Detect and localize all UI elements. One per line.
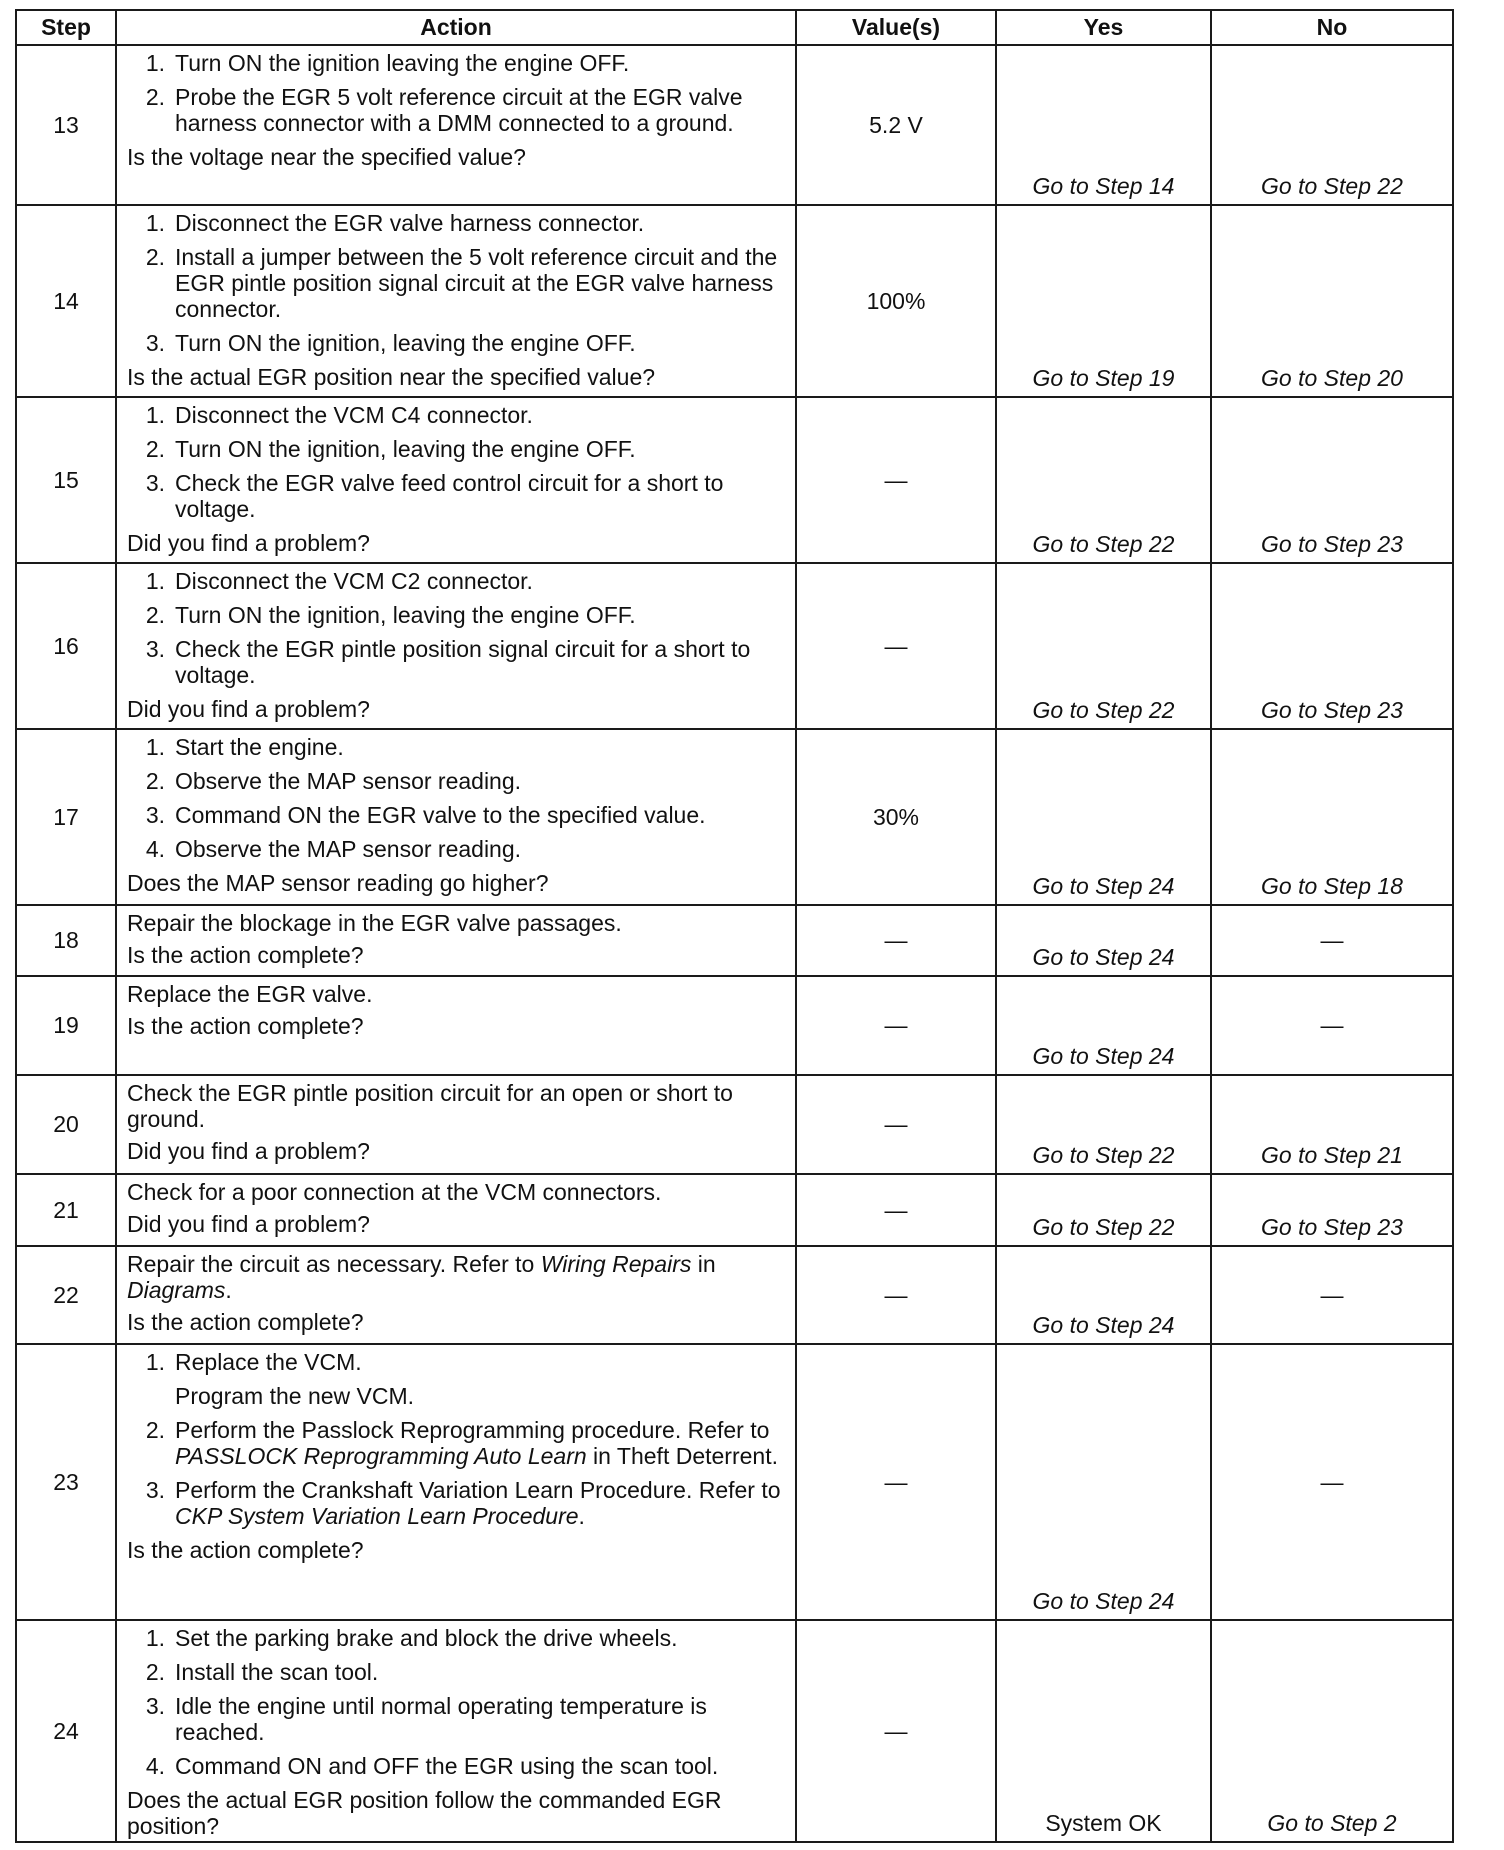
question: Does the actual EGR position follow the commanded EGR position? <box>127 1787 722 1839</box>
step-number: 22 <box>16 1246 116 1344</box>
no-cell: Go to Step 23 <box>1211 397 1453 563</box>
action-cell <box>116 1075 796 1174</box>
step-number: 24 <box>16 1620 116 1842</box>
step-number: 14 <box>16 205 116 397</box>
reference-link: Wiring Repairs <box>540 1251 692 1277</box>
list-item: 1. Disconnect the VCM C4 connector. <box>145 402 533 428</box>
list-item: 3. Idle the engine until normal operating temperature is reached. <box>145 1693 707 1745</box>
action-cell <box>116 976 796 1075</box>
step-number: 18 <box>16 905 116 976</box>
diagnostic-table <box>15 9 1454 1843</box>
no-cell: — <box>1211 1344 1453 1620</box>
no-cell: — <box>1211 905 1453 976</box>
yes-cell: Go to Step 24 <box>996 1246 1211 1344</box>
yes-cell: Go to Step 24 <box>996 1344 1211 1620</box>
yes-cell: Go to Step 19 <box>996 205 1211 397</box>
header-yes: Yes <box>996 10 1211 45</box>
value-cell: — <box>796 1620 996 1842</box>
action-cell <box>116 205 796 397</box>
table-row <box>16 905 1453 976</box>
list-item: 3. Perform the Crankshaft Variation Learn Procedure. Refer to CKP System Variation Learn Procedure. <box>145 1477 781 1529</box>
action-cell <box>116 563 796 729</box>
step-number: 19 <box>16 976 116 1075</box>
step-number: 13 <box>16 45 116 205</box>
question: Did you find a problem? <box>127 1211 370 1237</box>
table-row <box>16 1344 1453 1620</box>
action-cell <box>116 1344 796 1620</box>
header-action: Action <box>116 10 796 45</box>
list-item: 2. Install the scan tool. <box>145 1659 379 1685</box>
list-item: 2. Probe the EGR 5 volt reference circuit at the EGR valve harness connector with a DMM connected to a ground. <box>145 84 743 136</box>
table-row <box>16 1620 1453 1842</box>
value-cell: — <box>796 1075 996 1174</box>
reference-link: Diagrams <box>127 1277 226 1303</box>
value-cell: 30% <box>796 729 996 905</box>
yes-cell: Go to Step 22 <box>996 1174 1211 1246</box>
no-cell: Go to Step 23 <box>1211 1174 1453 1246</box>
value-cell: 5.2 V <box>796 45 996 205</box>
question: Did you find a problem? <box>127 530 370 556</box>
value-cell: — <box>796 1344 996 1620</box>
list-item: 3. Check the EGR pintle position signal circuit for a short to voltage. <box>145 636 751 688</box>
header-no: No <box>1211 10 1453 45</box>
list-item: 2. Perform the Passlock Reprogramming procedure. Refer to PASSLOCK Reprogramming Auto Learn in Theft Deterrent. <box>145 1417 778 1469</box>
list-item: 3. Command ON the EGR valve to the specified value. <box>145 802 706 828</box>
action-cell <box>116 905 796 976</box>
yes-cell: Go to Step 22 <box>996 563 1211 729</box>
action-cell <box>116 45 796 205</box>
table-row <box>16 397 1453 563</box>
action-cell <box>116 397 796 563</box>
no-cell: — <box>1211 976 1453 1075</box>
list-item: 2. Turn ON the ignition, leaving the engine OFF. <box>145 602 636 628</box>
yes-cell: Go to Step 22 <box>996 1075 1211 1174</box>
no-cell: Go to Step 2 <box>1211 1620 1453 1842</box>
list-item: 1. Replace the VCM. <box>145 1349 362 1375</box>
no-cell: Go to Step 18 <box>1211 729 1453 905</box>
action-cell <box>116 1174 796 1246</box>
question: Does the MAP sensor reading go higher? <box>127 870 549 896</box>
list-item: 2. Turn ON the ignition, leaving the engine OFF. <box>145 436 636 462</box>
table-row <box>16 45 1453 205</box>
question: Is the actual EGR position near the specified value? <box>127 364 656 390</box>
question: Is the action complete? <box>127 1537 364 1563</box>
step-number: 16 <box>16 563 116 729</box>
reference-link: PASSLOCK Reprogramming Auto Learn <box>175 1443 587 1469</box>
header-values: Value(s) <box>796 10 996 45</box>
action-text: Repair the blockage in the EGR valve passages. <box>127 910 622 936</box>
table-row <box>16 563 1453 729</box>
question: Is the voltage near the specified value? <box>127 144 526 170</box>
list-item: 1. Disconnect the VCM C2 connector. <box>145 568 533 594</box>
list-item: 4. Command ON and OFF the EGR using the scan tool. <box>145 1753 719 1779</box>
value-cell: — <box>796 1246 996 1344</box>
list-item: 1. Turn ON the ignition leaving the engine OFF. <box>145 50 630 76</box>
step-number: 15 <box>16 397 116 563</box>
list-item: 2. Observe the MAP sensor reading. <box>145 768 522 794</box>
yes-cell: Go to Step 24 <box>996 729 1211 905</box>
step-number: 17 <box>16 729 116 905</box>
table-row <box>16 1246 1453 1344</box>
table-row <box>16 1174 1453 1246</box>
value-cell: — <box>796 563 996 729</box>
value-cell: — <box>796 1174 996 1246</box>
no-cell: — <box>1211 1246 1453 1344</box>
value-cell: — <box>796 397 996 563</box>
list-item: 1. Start the engine. <box>145 734 344 760</box>
yes-cell: Go to Step 14 <box>996 45 1211 205</box>
list-item: 1. Set the parking brake and block the drive wheels. <box>145 1625 678 1651</box>
no-cell: Go to Step 20 <box>1211 205 1453 397</box>
action-cell <box>116 729 796 905</box>
list-item: 2. Install a jumper between the 5 volt reference circuit and the EGR pintle position signal circuit at the EGR valve harness connector. <box>145 244 778 322</box>
value-cell: 100% <box>796 205 996 397</box>
header-row <box>16 10 1453 45</box>
table-row <box>16 976 1453 1075</box>
no-cell: Go to Step 22 <box>1211 45 1453 205</box>
sub-item: Program the new VCM. <box>175 1383 415 1409</box>
step-number: 20 <box>16 1075 116 1174</box>
question: Did you find a problem? <box>127 1138 370 1164</box>
question: Did you find a problem? <box>127 696 370 722</box>
list-item: 3. Turn ON the ignition, leaving the engine OFF. <box>145 330 636 356</box>
step-number: 21 <box>16 1174 116 1246</box>
diagnostic-table-page <box>15 9 1452 1843</box>
value-cell: — <box>796 905 996 976</box>
list-item: 4. Observe the MAP sensor reading. <box>145 836 522 862</box>
action-text: Check for a poor connection at the VCM connectors. <box>127 1179 662 1205</box>
action-cell <box>116 1620 796 1842</box>
header-step: Step <box>16 10 116 45</box>
yes-cell: System OK <box>996 1620 1211 1842</box>
question: Is the action complete? <box>127 1013 364 1039</box>
table-row <box>16 205 1453 397</box>
table-row <box>16 729 1453 905</box>
yes-cell: Go to Step 22 <box>996 397 1211 563</box>
question: Is the action complete? <box>127 942 364 968</box>
table-row <box>16 1075 1453 1174</box>
yes-cell: Go to Step 24 <box>996 905 1211 976</box>
value-cell: — <box>796 976 996 1075</box>
list-item: 1. Disconnect the EGR valve harness connector. <box>145 210 645 236</box>
question: Is the action complete? <box>127 1309 364 1335</box>
yes-cell: Go to Step 24 <box>996 976 1211 1075</box>
action-text: Check the EGR pintle position circuit for an open or short to ground. <box>127 1080 733 1132</box>
action-cell <box>116 1246 796 1344</box>
action-text: Repair the circuit as necessary. Refer to Wiring Repairs in Diagrams. <box>127 1251 716 1303</box>
no-cell: Go to Step 21 <box>1211 1075 1453 1174</box>
step-number: 23 <box>16 1344 116 1620</box>
no-cell: Go to Step 23 <box>1211 563 1453 729</box>
list-item: 3. Check the EGR valve feed control circuit for a short to voltage. <box>145 470 724 522</box>
reference-link: CKP System Variation Learn Procedure <box>175 1503 579 1529</box>
action-text: Replace the EGR valve. <box>127 981 373 1007</box>
